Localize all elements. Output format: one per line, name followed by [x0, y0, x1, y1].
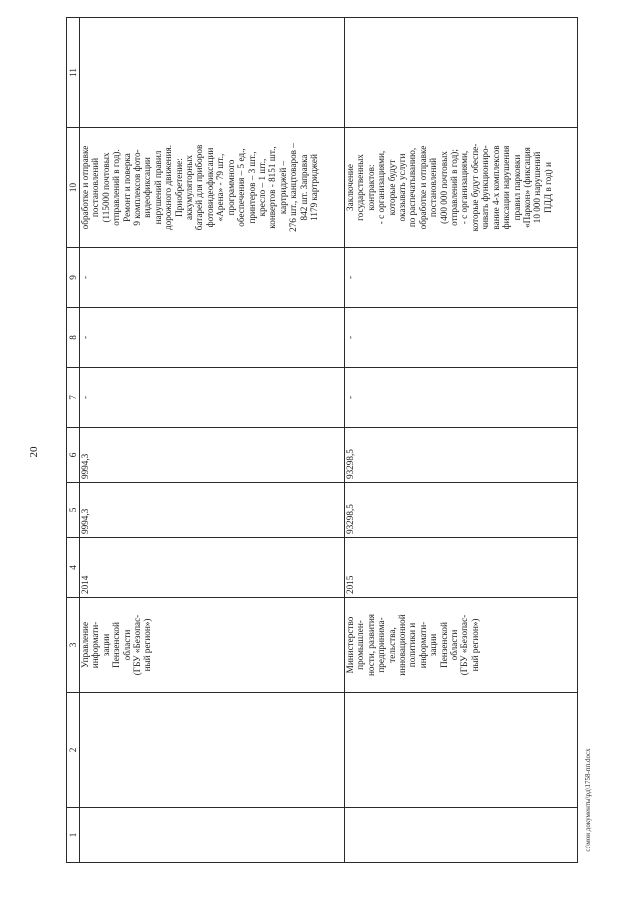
cell-col7: - [80, 368, 345, 428]
cell-executor: Министерство промышлен- ности, развития предпринима- тельства, инновационной политики и информати- зации Пензенской области (ГБУ «Безопас- ный регион») [345, 598, 578, 693]
column-header-8: 8 [67, 308, 80, 368]
cell-col8: - [345, 308, 578, 368]
cell-col11 [345, 18, 578, 128]
cell-executor: Управление информати- зации Пензенской области (ГБУ «Безопас- ный регион») [80, 598, 345, 693]
cell-col7: - [345, 368, 578, 428]
cell-col9: - [345, 248, 578, 308]
cell-regional-budget: 93298,5 [345, 428, 578, 483]
column-header-6: 6 [67, 428, 80, 483]
column-header-1: 1 [67, 808, 80, 863]
cell-total: 9994,3 [80, 483, 345, 538]
document-table-area [66, 18, 578, 863]
column-header-5: 5 [67, 483, 80, 538]
header-row [67, 18, 80, 863]
footer-file-path: c:\мои документы\рд\1758-пп.docx [584, 748, 592, 852]
column-header-2: 2 [67, 693, 80, 808]
cell-regional-budget: 9994,3 [80, 428, 345, 483]
cell-col9: - [80, 248, 345, 308]
cell-number [345, 808, 578, 863]
program-table [66, 17, 578, 863]
column-header-3: 3 [67, 598, 80, 693]
column-header-10: 10 [67, 128, 80, 248]
cell-activity [345, 693, 578, 808]
cell-col8: - [80, 308, 345, 368]
cell-result: обработке и отправке постановлений (115000 почтовых отправлений в год). Ремонт и поверка 9 комплексов фото- видеофиксации нарушений правил дорожного движения. Приобретение: аккумуляторных батарей для приборов фотовидеофиксации «Арена» - 79 шт., программного обеспечения – 5 ед., принтеров – 3 шт., кресло – 1 шт., конвертов - 8151 шт., картриджей – 276 шт., канцтоваров – 842 шт. Заправка 1179 картриджей [80, 128, 345, 248]
cell-year: 2015 [345, 538, 578, 598]
cell-number [80, 808, 345, 863]
cell-activity [80, 693, 345, 808]
table-row [80, 18, 345, 863]
column-header-7: 7 [67, 368, 80, 428]
cell-col11 [80, 18, 345, 128]
column-header-4: 4 [67, 538, 80, 598]
column-header-11: 11 [67, 18, 80, 128]
cell-result: Заключение государственных контрактов: - с организациями, которые будут оказывать услуги по распечатыванию, обработке и отправке постановлений (400 000 почтовых отправлений в год); - с организациями, которые будут обеспе- чивать функциониро- вание 4-х комплексов фиксации нарушения правил парковки «Паркон» (фиксация 10 000 нарушений ПДД в год) и [345, 128, 578, 248]
table-row [345, 18, 578, 863]
cell-total: 93298,5 [345, 483, 578, 538]
cell-year: 2014 [80, 538, 345, 598]
page-number: 20 [28, 446, 40, 458]
column-header-9: 9 [67, 248, 80, 308]
